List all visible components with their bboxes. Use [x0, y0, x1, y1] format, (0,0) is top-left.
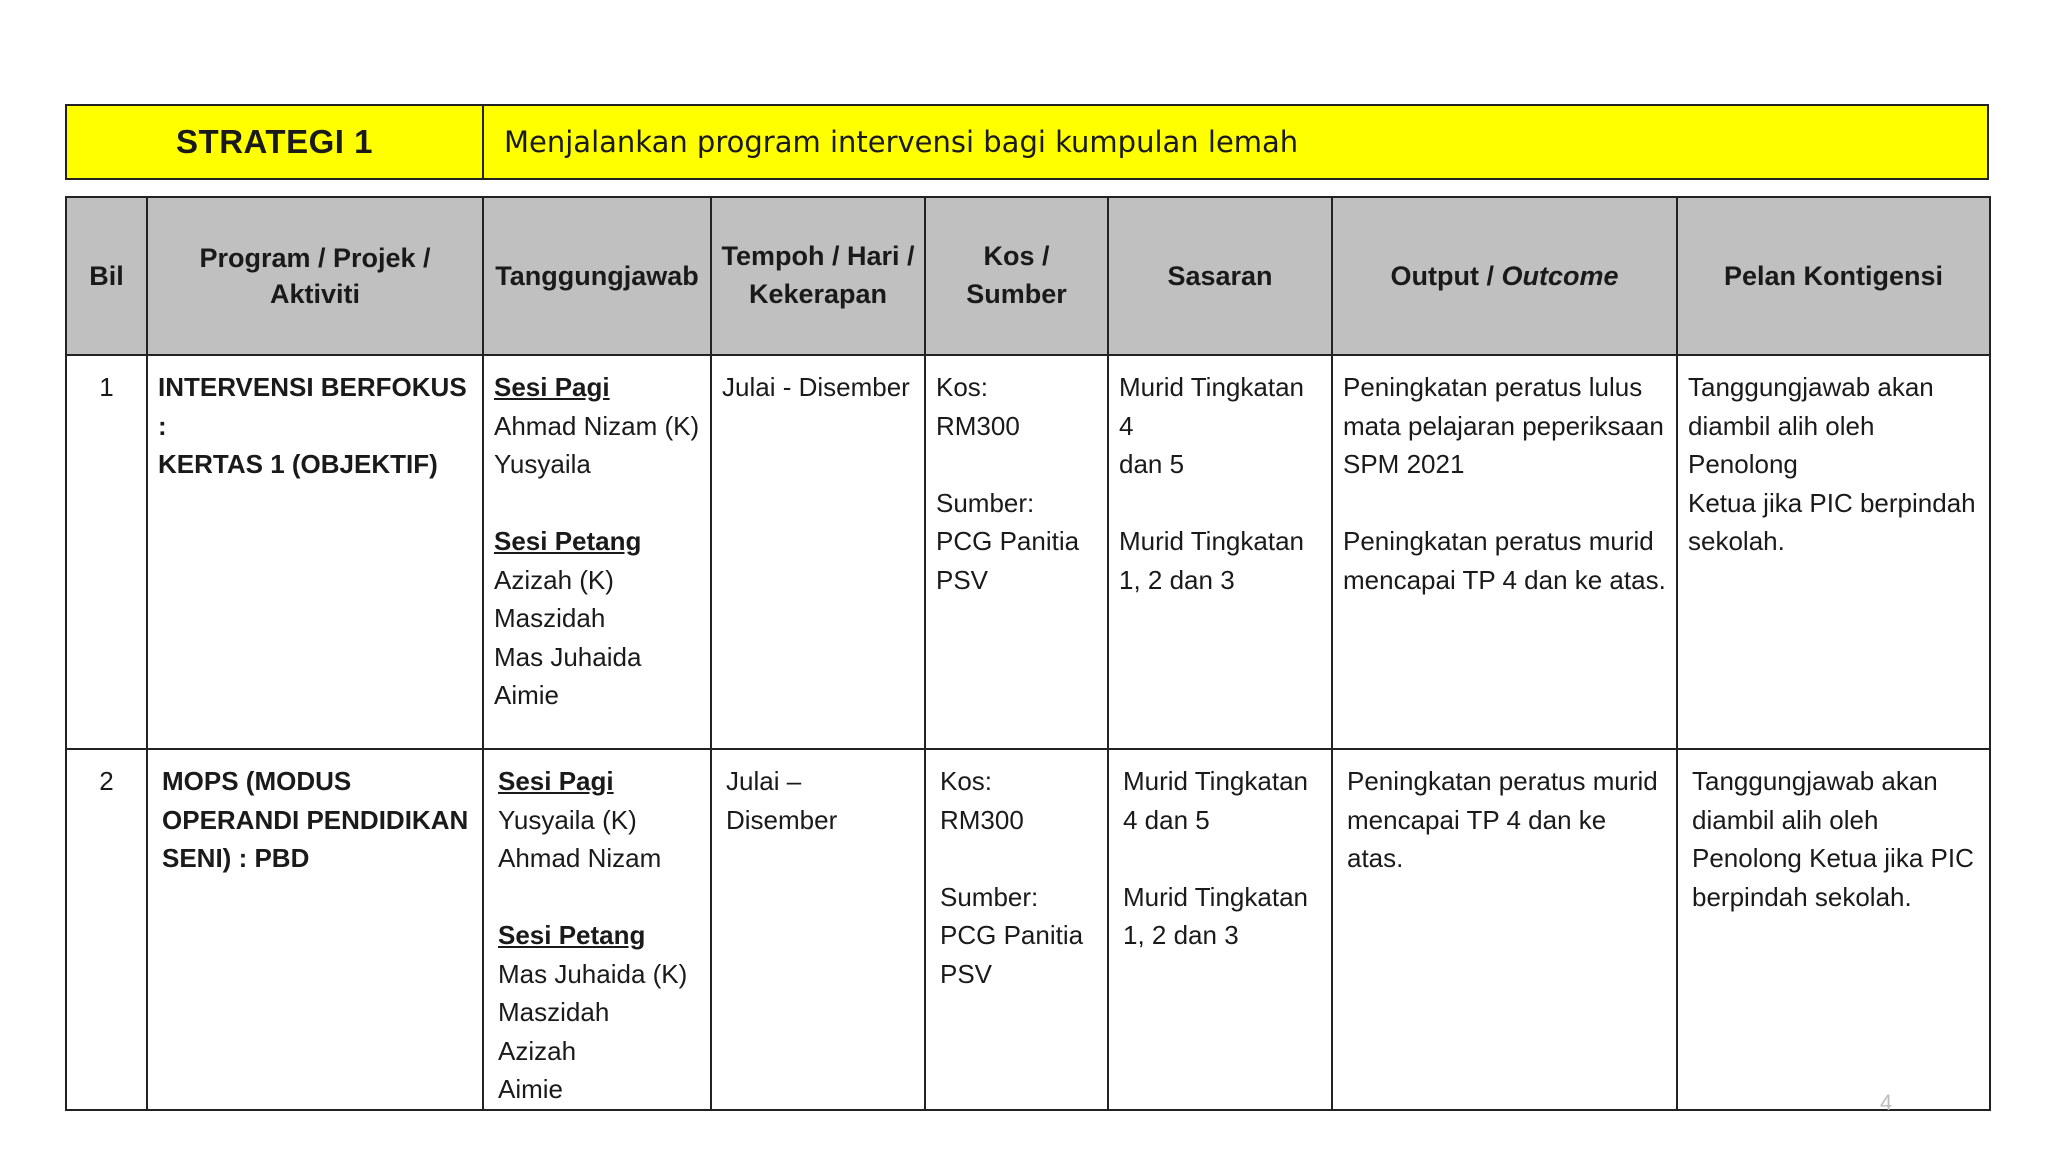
- cell-tanggungjawab: Sesi Pagi Ahmad Nizam (K) Yusyaila Sesi Petang Azizah (K) Maszidah Mas Juhaida Aimie: [483, 355, 711, 749]
- table-row: [66, 749, 1990, 1110]
- header-tempoh: Tempoh / Hari / Kekerapan: [711, 197, 925, 355]
- program-table: [65, 196, 1991, 1111]
- header-sasaran: Sasaran: [1108, 197, 1332, 355]
- strategy-label: STRATEGI 1: [67, 106, 484, 178]
- cell-tempoh: Julai - Disember: [711, 355, 925, 749]
- header-bil: Bil: [66, 197, 147, 355]
- strategy-description: Menjalankan program intervensi bagi kumpulan lemah: [504, 125, 1299, 159]
- header-tanggungjawab: Tanggungjawab: [483, 197, 711, 355]
- cell-bil: 2: [66, 749, 147, 1110]
- cell-tanggungjawab: Sesi Pagi Yusyaila (K) Ahmad Nizam Sesi Petang Mas Juhaida (K) Maszidah Azizah Aimie: [483, 749, 711, 1110]
- strategy-banner: [65, 104, 1989, 180]
- cell-bil: 1: [66, 355, 147, 749]
- sesi-petang-title: Sesi Petang: [494, 526, 642, 556]
- cell-output: Peningkatan peratus lulus mata pelajaran peperiksaan SPM 2021 Peningkatan peratus murid mencapai TP 4 dan ke atas.: [1332, 355, 1677, 749]
- table-row: [66, 355, 1990, 749]
- cell-program: MOPS (MODUS OPERANDI PENDIDIKAN SENI) : PBD: [147, 749, 483, 1110]
- table-header-row: [66, 197, 1990, 355]
- header-output: Output / Outcome: [1332, 197, 1677, 355]
- cell-program: INTERVENSI BERFOKUS : KERTAS 1 (OBJEKTIF): [147, 355, 483, 749]
- sesi-pagi-title: Sesi Pagi: [494, 372, 610, 402]
- cell-pelan: Tanggungjawab akan diambil alih oleh Penolong Ketua jika PIC berpindah sekolah.: [1677, 355, 1990, 749]
- cell-output: Peningkatan peratus murid mencapai TP 4 dan ke atas.: [1332, 749, 1677, 1110]
- cell-sasaran: Murid Tingkatan 4 dan 5 Murid Tingkatan 1, 2 dan 3: [1108, 355, 1332, 749]
- page-number: 4: [1880, 1090, 1893, 1115]
- cell-kos: Kos: RM300 Sumber: PCG Panitia PSV: [925, 749, 1108, 1110]
- cell-sasaran: Murid Tingkatan 4 dan 5 Murid Tingkatan 1, 2 dan 3: [1108, 749, 1332, 1110]
- cell-tempoh: Julai – Disember: [711, 749, 925, 1110]
- sesi-pagi-title: Sesi Pagi: [498, 766, 614, 796]
- cell-pelan: Tanggungjawab akan diambil alih oleh Penolong Ketua jika PIC berpindah sekolah.: [1677, 749, 1990, 1110]
- header-pelan: Pelan Kontigensi: [1677, 197, 1990, 355]
- sesi-petang-title: Sesi Petang: [498, 920, 646, 950]
- header-program: Program / Projek / Aktiviti: [147, 197, 483, 355]
- cell-kos: Kos: RM300 Sumber: PCG Panitia PSV: [925, 355, 1108, 749]
- header-kos: Kos / Sumber: [925, 197, 1108, 355]
